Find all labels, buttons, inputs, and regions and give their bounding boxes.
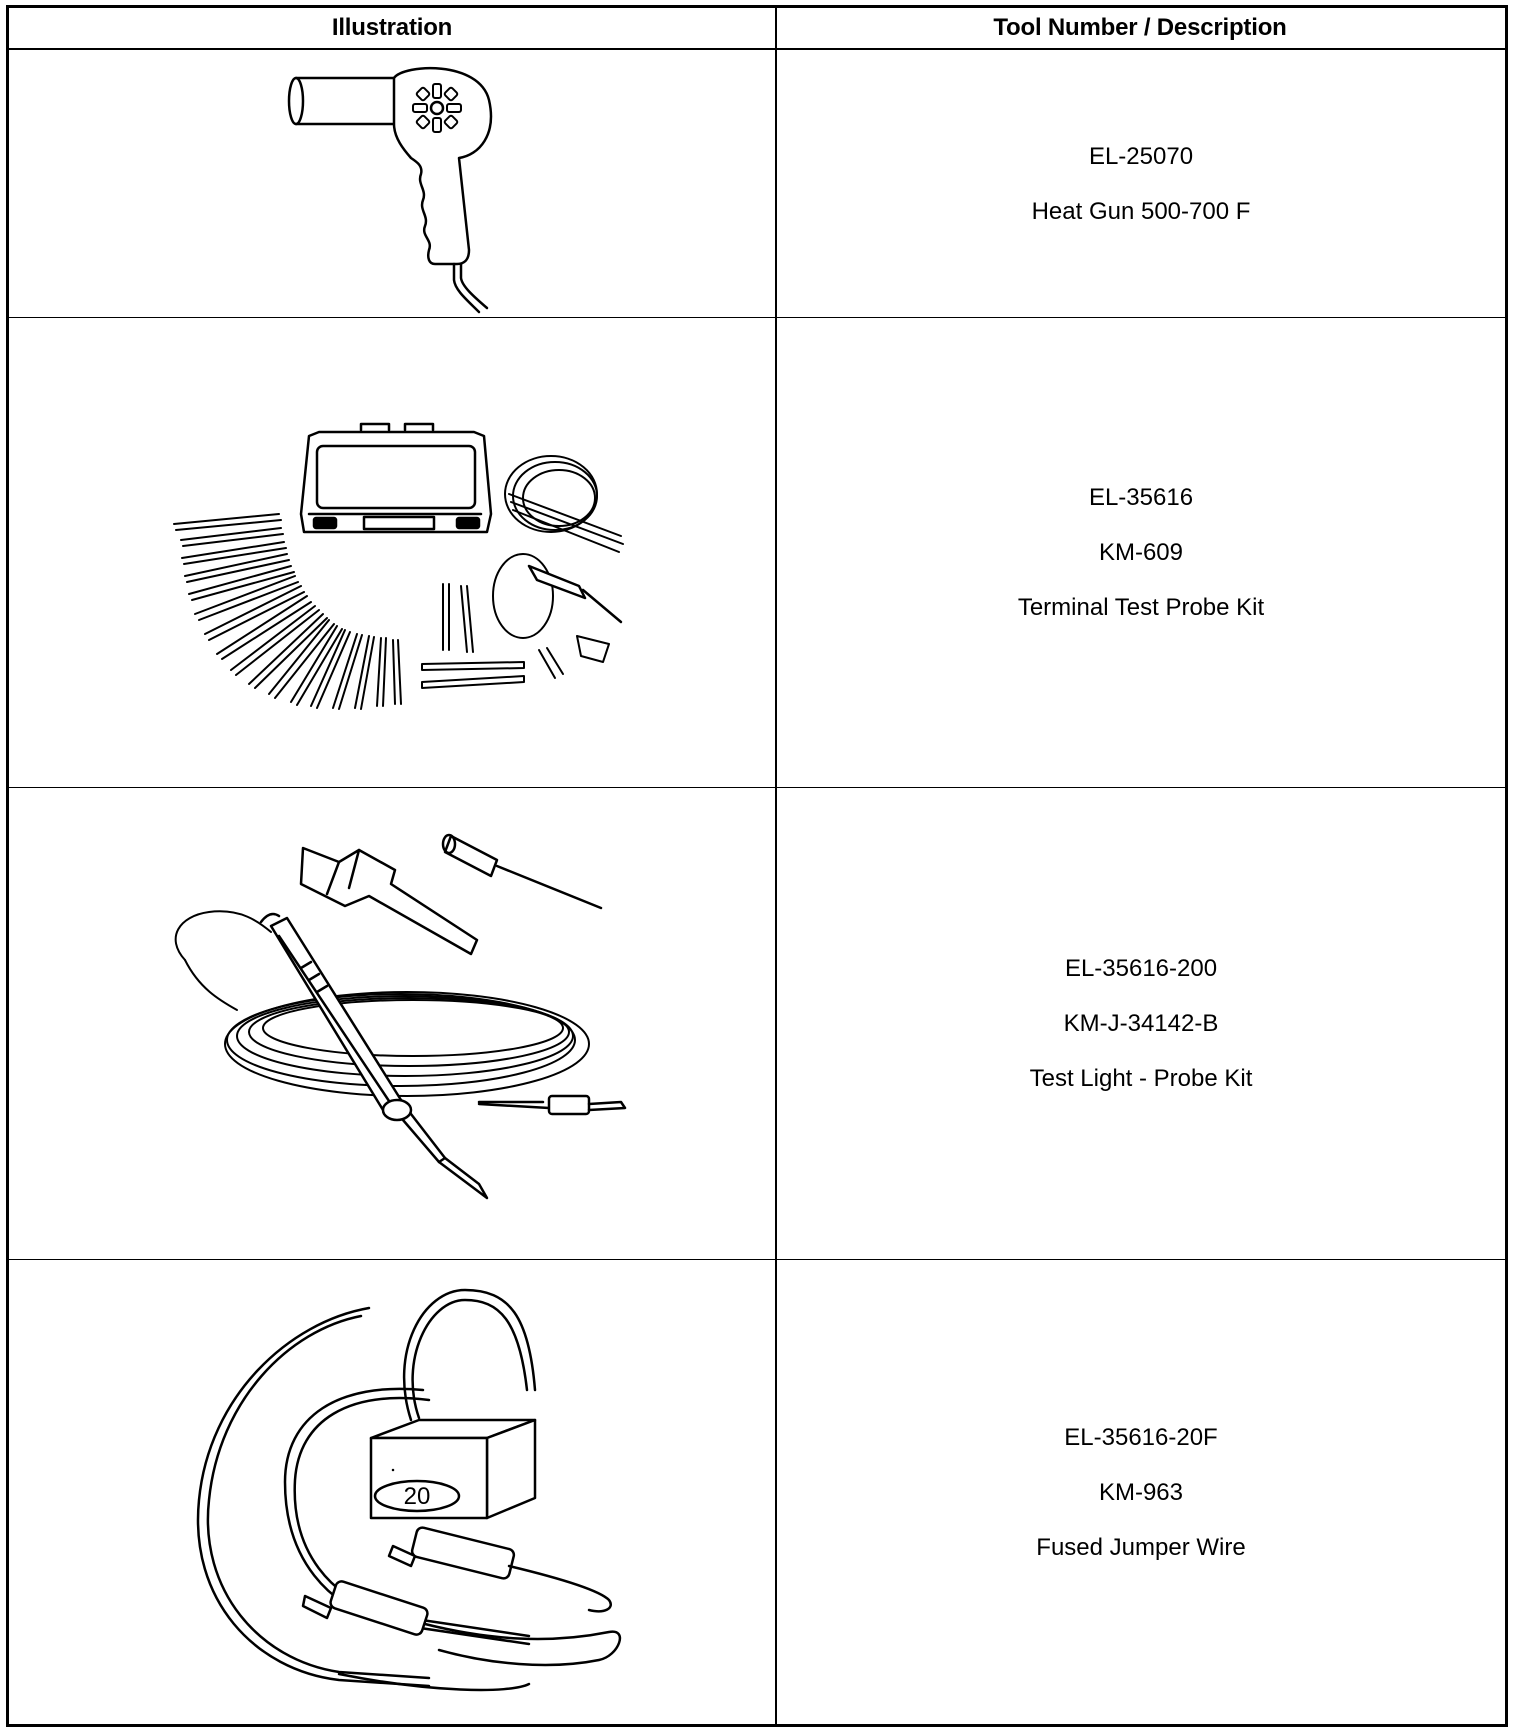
table-row bbox=[9, 50, 1505, 318]
fused-jumper-wire-icon bbox=[9, 1260, 775, 1724]
test-light-probe-kit-icon bbox=[9, 788, 775, 1260]
tool-number-alt: KM-963 bbox=[1098, 1478, 1184, 1506]
header-tool-description: Tool Number / Description bbox=[993, 14, 1287, 41]
description-cell bbox=[777, 1260, 1505, 1724]
heat-gun-icon bbox=[9, 50, 775, 318]
illustration-cell bbox=[9, 50, 775, 317]
tool-number-alt: KM-J-34142-B bbox=[1063, 1010, 1219, 1037]
tools-table bbox=[6, 5, 1508, 1727]
illustration-cell bbox=[9, 318, 775, 787]
table-row bbox=[9, 1260, 1505, 1724]
tool-description: Heat Gun 500-700 F bbox=[1031, 197, 1251, 225]
table-row bbox=[9, 788, 1505, 1260]
illustration-cell bbox=[9, 788, 775, 1259]
tool-description: Fused Jumper Wire bbox=[1036, 1533, 1246, 1561]
terminal-test-probe-kit-icon bbox=[9, 318, 775, 788]
illustration-cell bbox=[9, 1260, 775, 1724]
table-row bbox=[9, 318, 1505, 788]
description-cell bbox=[777, 788, 1505, 1259]
tool-description: Test Light - Probe Kit bbox=[1029, 1065, 1253, 1092]
tool-description: Terminal Test Probe Kit bbox=[1017, 594, 1265, 621]
fuse-rating-label: 20 bbox=[403, 1483, 431, 1510]
tool-number: EL-35616-20F bbox=[1064, 1423, 1218, 1451]
tool-number: EL-35616 bbox=[1088, 484, 1194, 511]
description-cell bbox=[777, 50, 1505, 317]
tool-number: EL-35616-200 bbox=[1064, 955, 1218, 982]
table-header-row bbox=[9, 8, 1505, 50]
tool-number: EL-25070 bbox=[1088, 142, 1194, 170]
description-cell bbox=[777, 318, 1505, 787]
header-illustration: Illustration bbox=[331, 14, 453, 41]
tool-number-alt: KM-609 bbox=[1098, 539, 1184, 566]
